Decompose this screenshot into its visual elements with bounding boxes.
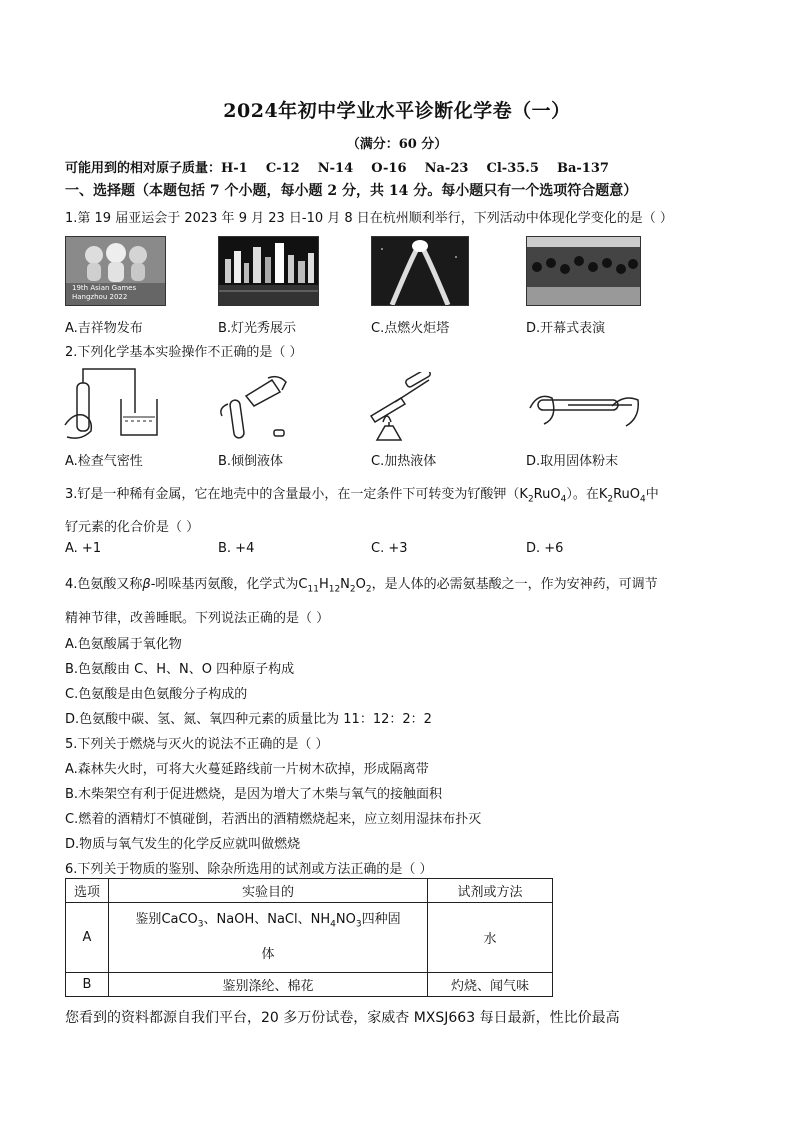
question-4-stem-line2: 精神节律，改善睡眠。下列说法正确的是（ ）: [65, 611, 330, 626]
q5-option-b: B.木柴架空有利于促进燃烧，是因为增大了木柴与氧气的接触面积: [65, 787, 443, 802]
table-header-row: [66, 879, 553, 903]
question-5-stem: 5.下列关于燃烧与灭火的说法不正确的是（ ）: [65, 737, 329, 752]
table-cell: A: [66, 903, 109, 973]
question-2-stem: 2.下列化学基本实验操作不正确的是（ ）: [65, 345, 303, 360]
question-6-stem: 6.下列关于物质的鉴别、除杂所选用的试剂或方法正确的是（ ）: [65, 862, 433, 877]
heating-liquid-diagram: [365, 372, 445, 444]
table-row: [66, 903, 553, 973]
torch-tower-photo: [371, 236, 469, 306]
q3-option-d: D. +6: [526, 541, 564, 556]
q4-option-b: B.色氨酸由 C、H、N、O 四种原子构成: [65, 662, 295, 677]
mascot-caption: 19th Asian Games Hangzhou 2022: [72, 284, 137, 301]
full-score: （满分：60 分）: [346, 137, 448, 152]
table-cell: 灼烧、闻气味: [428, 972, 553, 996]
opening-ceremony-photo: [526, 236, 641, 306]
q2-option-c: C.加热液体: [371, 454, 437, 469]
question-3-stem: 3.钌是一种稀有金属，它在地壳中的含量最小，在一定条件下可转变为钌酸钾$(K_2RuO_4)$。在$K_2RuO_4$中: [65, 487, 659, 505]
powder-diagram: [528, 388, 644, 438]
q4-option-a: A.色氨酸属于氧化物: [65, 637, 182, 652]
q2-option-a: A.检查气密性: [65, 454, 143, 469]
q3-option-c: C. +3: [371, 541, 408, 556]
q3-option-a: A. +1: [65, 541, 102, 556]
question-3-stem-line2: 钌元素的化合价是（ ）: [65, 520, 200, 535]
table-cell: 鉴别涤纶、棉花: [109, 972, 428, 996]
atomic-masses: 可能用到的相对原子质量：H-1 C-12 N-14 O-16 Na-23 Cl-35.5 Ba-137: [65, 161, 609, 176]
table-header-cell: 选项: [66, 879, 109, 903]
q5-option-d: D.物质与氧气发生的化学反应就叫做燃烧: [65, 837, 301, 852]
q5-option-a: A.森林失火时，可将大火蔓延路线前一片树木砍掉，形成隔离带: [65, 762, 429, 777]
q4-option-c: C.色氨酸是由色氨酸分子构成的: [65, 687, 248, 702]
table-cell: B: [66, 972, 109, 996]
table-cell: 水: [428, 903, 553, 973]
table-cell: 鉴别CaCO$_3$、NaOH、NaCl、$NH_4NO_3$四种固 体: [109, 903, 428, 973]
light-show-photo: [218, 236, 319, 306]
table-header-cell: 实验目的: [109, 879, 428, 903]
table-row: [66, 972, 553, 996]
q1-option-a: A.吉祥物发布: [65, 321, 143, 336]
q5-option-c: C.燃着的酒精灯不慎碰倒，若洒出的酒精燃烧起来，应立刻用湿抹布扑灭: [65, 812, 482, 827]
page-title: 2024年初中学业水平诊断化学卷（一）: [223, 100, 571, 122]
q1-option-b: B.灯光秀展示: [218, 321, 297, 336]
q4-option-d: D.色氨酸中碳、氢、氮、氧四种元素的质量比为 11：12：2：2: [65, 712, 432, 727]
q1-option-c: C.点燃火炬塔: [371, 321, 450, 336]
airtightness-check-diagram: [63, 365, 173, 445]
footer-notice: 您看到的资料都源自我们平台，20 多万份试卷，家威杏 MXSJ663 每日最新，性比价最高: [65, 1010, 620, 1026]
q1-option-d: D.开幕式表演: [526, 321, 606, 336]
question-6-table: [65, 878, 553, 997]
q2-option-d: D.取用固体粉末: [526, 454, 619, 469]
q3-option-b: B. +4: [218, 541, 255, 556]
question-4-stem: 4.色氨酸又称β-吲哚基丙氨酸，化学式为$C_{11}H_{12}N_2O_2$，是人体的必需氨基酸之一，作为安神药，可调节: [65, 577, 658, 595]
question-1-stem: 1.第 19 届亚运会于 2023 年 9 月 23 日-10 月 8 日在杭州顺利举行，下列活动中体现化学变化的是（ ）: [65, 211, 673, 226]
mascot-photo: [65, 236, 166, 306]
section-heading: 一、选择题（本题包括 7 个小题，每小题 2 分，共 14 分。每小题只有一个选项符合题意）: [65, 183, 638, 199]
q2-option-b: B.倾倒液体: [218, 454, 284, 469]
table-header-cell: 试剂或方法: [428, 879, 553, 903]
pouring-liquid-diagram: [216, 372, 296, 444]
